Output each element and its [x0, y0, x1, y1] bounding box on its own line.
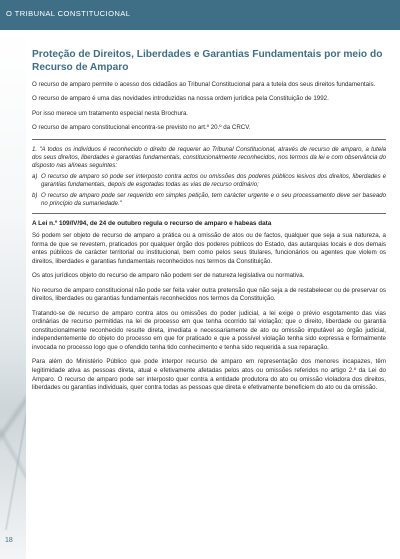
footnote-item	[32, 192, 386, 209]
page-number: 18	[5, 537, 13, 544]
body-paragraph: Só podem ser objeto de recurso de amparo a prática ou a omissão de atos ou de factos, qualquer que seja a sua natureza, a forma de que se revestem, praticados por qualquer órgão dos poderes públicos do Estado, das autarquias locais e dos demais entes públicos de carácter territorial ou institucional, bem como pelos seus titulares, funcionários ou agentes que violem os direitos, liberdades e garantias fundamentais reconhecidos nos termos da Constituição.	[32, 232, 386, 265]
intro-paragraph: O recurso de amparo é uma das novidades introduzidas na nossa ordem jurídica pela Constituição de 1992.	[32, 95, 329, 103]
footnote-item-text: O recurso de amparo só pode ser interposto contra actos ou omissões dos poderes públicos lesivos dos direitos, liberdades e garantias fundamentais, depois de esgotadas todas as vias de recurso ordinário;	[41, 172, 386, 189]
body-paragraph: Tratando-se de recurso de amparo contra atos ou omissões do poder judicial, a lei exige o prévio esgotamento das vias ordinárias de recurso permitidas na lei de processo em que tenha ocorrido tal violação; que o direito, liberdade ou garantia constitucionalmente reconhecido resulte direta, imediata e necessariamente de ato ou omissão imputável ao órgão judicial, independentemente do objeto do processo em que for praticado e que a possível violação tenha sido expressa e formalmente invocada no processo logo que o ofendido tenha tido conhecimento e tenha sido requerida a sua reparação.	[32, 309, 386, 351]
body-paragraph: Os atos jurídicos objeto do recurso de amparo não podem ser de natureza legislativa ou normativa.	[32, 272, 305, 280]
intro-paragraph: O recurso de amparo constitucional encontra-se previsto no art.º 20.º da CRCV.	[32, 124, 251, 132]
intro-paragraph: O recurso de amparo permite o acesso dos cidadãos ao Tribunal Constitucional para a tutela dos seus direitos fundamentais.	[32, 81, 376, 88]
footnote-item	[32, 173, 386, 190]
footnote-block	[32, 146, 386, 209]
body-paragraph: No recurso de amparo constitucional não pode ser feita valer outra pretensão que não seja a de restabelecer ou de preservar os direitos, liberdades ou garantias fundamentais reconhecidos nos termos da Constituição.	[32, 286, 386, 303]
intro-paragraph: Por isso merece um tratamento especial nesta Brochura.	[32, 109, 189, 117]
decorative-side-strip	[0, 30, 26, 559]
footnote-divider	[32, 139, 386, 140]
running-header-text: O TRIBUNAL CONSTITUCIONAL	[6, 9, 131, 18]
section-divider	[32, 213, 386, 214]
footnote-intro: 1. "A todos os indivíduos é reconhecido o direito de requerer ao Tribunal Constitucional, através de recurso de amparo, a tutela dos seus direitos, liberdades e garantias fundamentais, constitucionalmente reconhecidos, nos termos da lei e com observância do disposto nas alíneas seguintes:	[32, 145, 386, 170]
footnote-item-marker: a)	[32, 172, 38, 180]
law-subheading: A Lei n.º 109/IV/94, de 24 de outubro regula o recurso de amparo e habeas data	[32, 220, 272, 228]
footnote-item-marker: b)	[32, 191, 38, 199]
body-paragraph: Para além do Ministério Público que pode interpor recurso de amparo em representação dos menores incapazes, têm legitimidade ativa as pessoas direta, atual e efetivamente afetadas pelos atos ou omissões referidos no artigo 2.º da Lei do Amparo. O recurso de amparo pode ser interposto quer contra a entidade produtora do ato ou omissão violadora dos direitos, liberdades ou garantias individuais, quer contra todas as pessoas que direta e efetivamente beneficiem do ato ou da omissão.	[32, 358, 386, 392]
running-header-bar	[0, 0, 400, 30]
footnote-list	[32, 173, 386, 209]
page-content	[32, 48, 386, 398]
footnote-item-text: O recurso de amparo pode ser requerido em simples petição, tem carácter urgente e o seu processamento deve ser baseado no princípio da sumariedade."	[41, 191, 386, 207]
marble-texture-image	[0, 370, 26, 530]
section-title: Proteção de Direitos, Liberdades e Garantias Fundamentais por meio do Recurso de Amparo	[32, 49, 383, 73]
